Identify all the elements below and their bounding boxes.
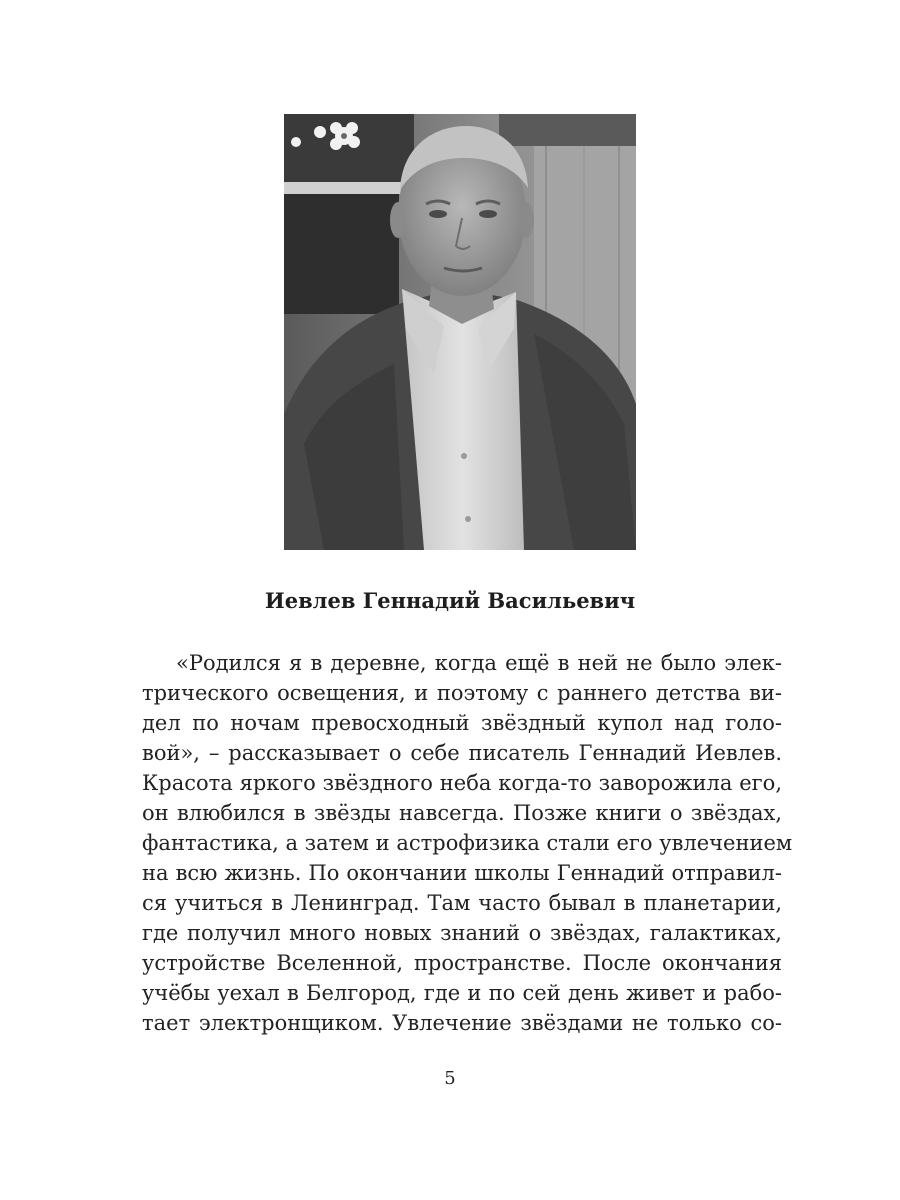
text-line: «Родился я в деревне, когда ещё в ней не было элек- [176,651,782,675]
text-line: устройстве Вселенной, пространстве. После окончания [142,951,782,975]
text-line: ся учиться в Ленинград. Там часто бывал в планетарии, [142,891,782,915]
text-line: фантастика, а затем и астрофизика стали его увлечением [142,831,793,855]
text-line: на всю жизнь. По окончании школы Геннадий отправил- [142,861,782,885]
text-line: Красота яркого звёздного неба когда-то заворожила его, [142,771,782,795]
portrait-illustration [284,114,636,550]
text-line: дел по ночам превосходный звёздный купол над голо- [142,711,782,735]
text-line: учёбы уехал в Белгород, где и по сей день живет и рабо- [142,981,782,1005]
author-photo [284,114,636,550]
text-line: трического освещения, и поэтому с раннего детства ви- [142,681,782,705]
text-line: где получил много новых знаний о звёздах, галактиках, [142,921,782,945]
author-name-heading: Иевлев Геннадий Васильевич [264,588,636,613]
biography-paragraph [142,648,793,1038]
dark-background [284,194,399,314]
text-line: тает электронщиком. Увлечение звёздами не только со- [142,1011,782,1035]
text-line: вой», – рассказывает о себе писатель Геннадий Иевлев. [142,741,782,765]
page-number: 5 [444,1068,456,1089]
text-line: он влюбился в звёзды навсегда. Позже книги о звёздах, [142,801,782,825]
